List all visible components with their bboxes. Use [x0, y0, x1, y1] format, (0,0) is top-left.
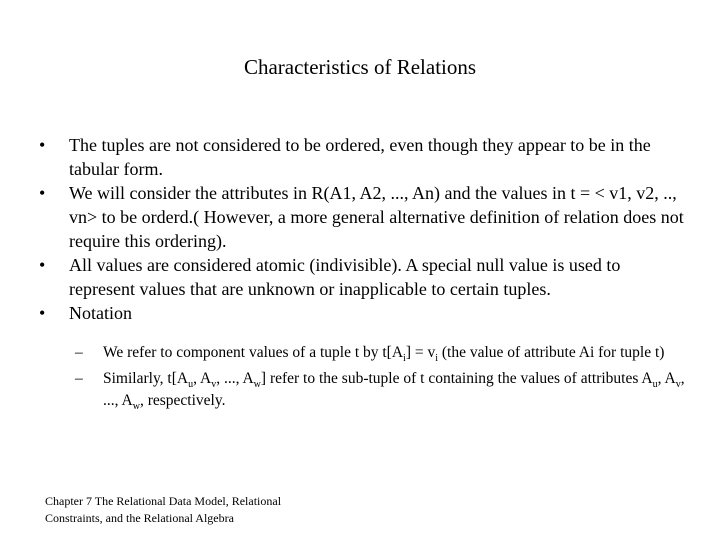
slide-title: Characteristics of Relations — [243, 55, 477, 79]
text-segment: ] = v — [405, 344, 436, 361]
subscript: u — [188, 379, 194, 391]
bullet-marker: • — [39, 183, 46, 203]
bullet-item — [30, 253, 690, 301]
bullet-marker: • — [39, 255, 46, 275]
footer-line: Chapter 7 The Relational Data Model, Relational — [45, 494, 282, 508]
sub-bullet-marker: – — [75, 344, 83, 361]
bullet-item — [30, 133, 690, 181]
subscript: v — [211, 379, 217, 391]
subscript: i — [403, 353, 406, 365]
bullet-list — [30, 133, 690, 325]
text-segment: (the value of attribute Ai for tuple t) — [438, 344, 665, 361]
bullet-marker: • — [39, 303, 46, 323]
sub-bullet-marker: – — [75, 370, 83, 387]
slide-footer — [45, 493, 281, 527]
sub-bullet-text — [103, 368, 685, 412]
text-segment: Similarly, t[A — [103, 370, 189, 387]
text-segment: , A — [193, 370, 212, 387]
subscript: u — [652, 379, 658, 391]
bullet-text: All values are considered atomic (indivisible). A special null value is used to represent values that are unknown or inapplicable to certain tuples. — [69, 255, 621, 299]
subscript: w — [253, 379, 261, 391]
footer-line: Constraints, and the Relational Algebra — [45, 511, 234, 525]
bullet-text: The tuples are not considered to be ordered, even though they appear to be in the tabular form. — [69, 135, 651, 179]
text-segment: , respectively. — [139, 392, 226, 409]
bullet-marker: • — [39, 135, 46, 155]
text-segment: , ..., A — [103, 370, 685, 409]
bullet-text: Notation — [69, 303, 132, 323]
text-segment: , ..., A — [216, 370, 254, 387]
text-segment: We refer to component values of a tuple t by t[A — [103, 344, 404, 361]
bullet-item — [30, 181, 690, 253]
sub-bullet-item — [75, 368, 685, 412]
sub-bullet-list — [75, 342, 685, 416]
bullet-item — [30, 301, 690, 325]
subscript: v — [675, 379, 681, 391]
subscript: w — [132, 401, 140, 413]
sub-bullet-item — [75, 342, 685, 364]
subscript: i — [435, 353, 439, 365]
text-segment: ] refer to the sub-tuple of t containing the values of attributes A — [260, 370, 653, 387]
text-segment: , A — [657, 370, 676, 387]
bullet-text: We will consider the attributes in R(A1, A2, ..., An) and the values in t = < v1, v2, .., vn> to be orderd.( However, a more general alternative definition of relation does not require this ordering). — [69, 183, 684, 251]
sub-bullet-text — [103, 342, 685, 364]
